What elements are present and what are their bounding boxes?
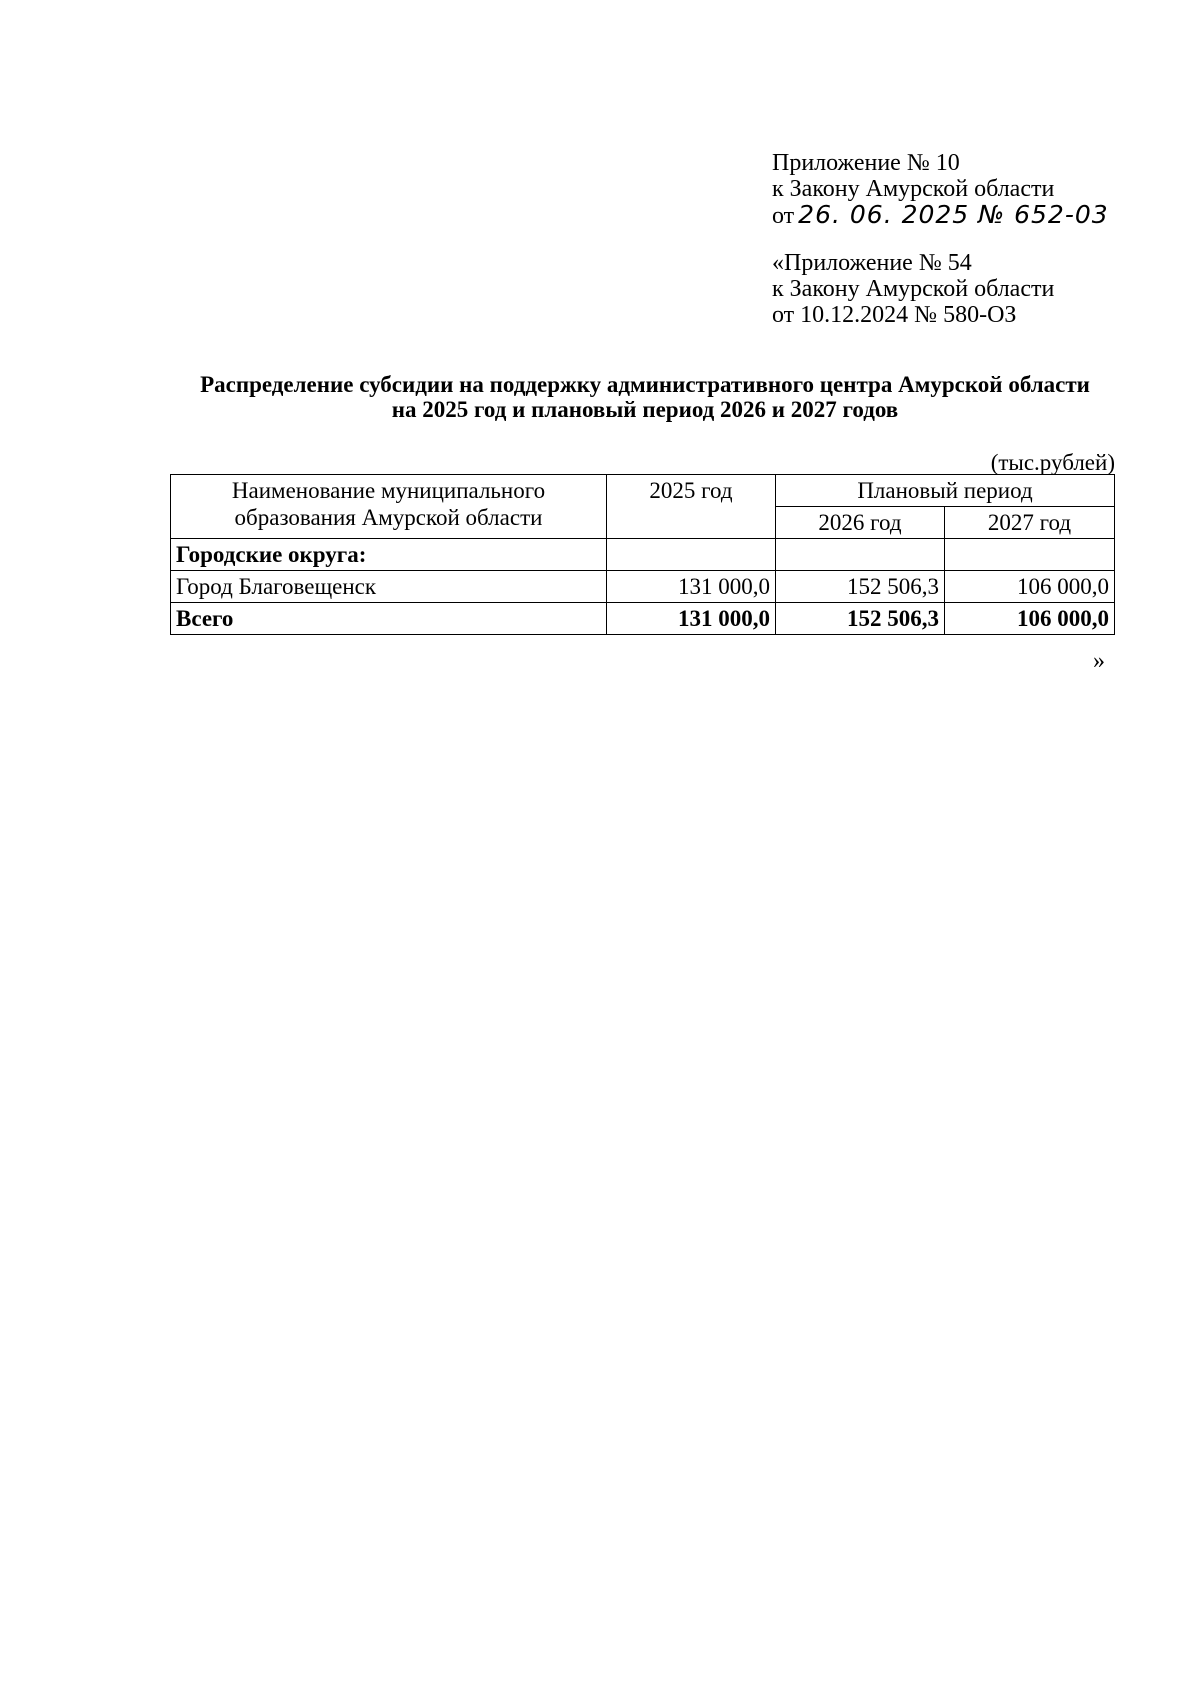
appendix-current-header <box>772 150 1109 229</box>
section-empty-2026 <box>775 539 944 571</box>
subsidy-table <box>170 474 1115 635</box>
appendix-original-number: «Приложение № 54 <box>772 250 972 276</box>
header-municipality-line-1: Наименование муниципального <box>231 478 546 503</box>
header-municipality-line-2: образования Амурской области <box>234 505 543 530</box>
total-value-2027: 106 000,0 <box>944 603 1114 635</box>
appendix-current-law: к Закону Амурской области <box>772 176 1055 202</box>
appendix-original-header <box>772 250 1054 328</box>
row-value-2026: 152 506,3 <box>775 571 944 603</box>
total-value-2026: 152 506,3 <box>775 603 944 635</box>
appendix-current-date-line <box>772 202 1109 229</box>
table-row <box>171 571 1115 603</box>
header-year-2026: 2026 год <box>775 507 944 539</box>
header-year-2025: 2025 год <box>607 475 776 539</box>
header-municipality <box>171 475 607 539</box>
total-value-2025: 131 000,0 <box>607 603 776 635</box>
appendix-original-date: от 10.12.2024 № 580-ОЗ <box>772 302 1017 328</box>
date-prefix: от <box>772 203 795 229</box>
header-planned-period: Плановый период <box>775 475 1114 507</box>
closing-quote: » <box>1093 648 1105 674</box>
table-header-row <box>171 475 1115 507</box>
document-title <box>150 372 1140 422</box>
section-empty-2025 <box>607 539 776 571</box>
appendix-original-law: к Закону Амурской области <box>772 276 1055 302</box>
title-line-1: Распределение субсидии на поддержку административного центра Амурской области <box>200 372 1090 397</box>
row-value-2025: 131 000,0 <box>607 571 776 603</box>
title-line-2: на 2025 год и плановый период 2026 и 2027 годов <box>391 397 899 422</box>
handwritten-date-number: 26. 06. 2025 № 652-03 <box>798 200 1109 229</box>
header-year-2027: 2027 год <box>944 507 1114 539</box>
table-total-row <box>171 603 1115 635</box>
appendix-current-number: Приложение № 10 <box>772 150 960 176</box>
units-label: (тыс.рублей) <box>990 450 1115 475</box>
section-empty-2027 <box>944 539 1114 571</box>
total-label: Всего <box>171 603 607 635</box>
section-label: Городские округа: <box>171 539 607 571</box>
row-value-2027: 106 000,0 <box>944 571 1114 603</box>
table-section-row <box>171 539 1115 571</box>
row-municipality-name: Город Благовещенск <box>171 571 607 603</box>
